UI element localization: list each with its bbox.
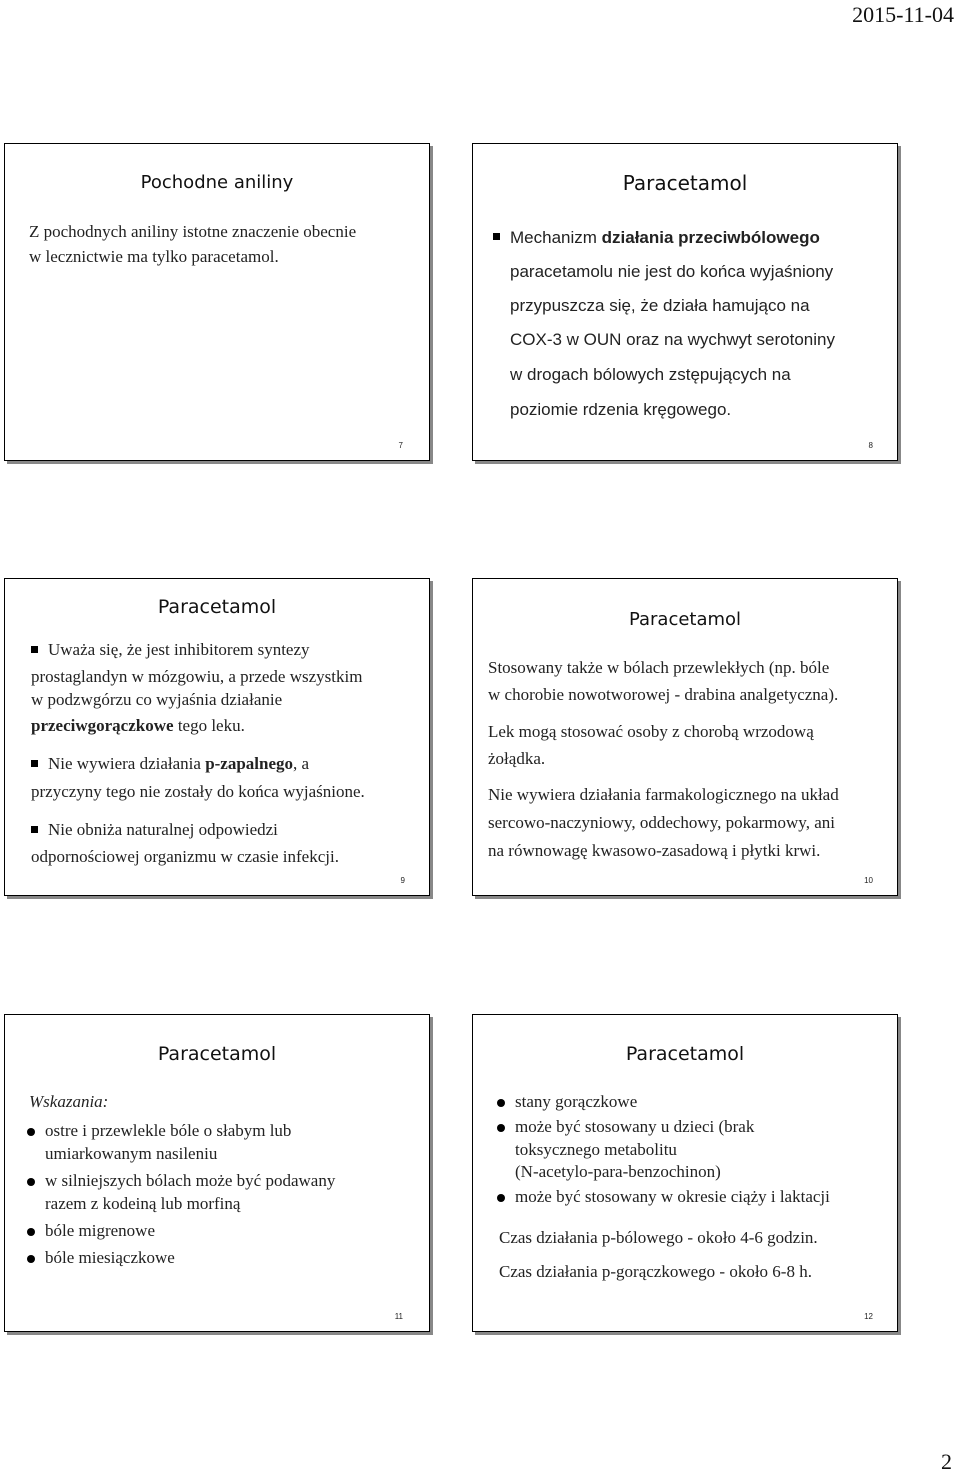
bold-text: p-zapalnego bbox=[205, 754, 294, 773]
square-bullet-icon bbox=[31, 646, 38, 653]
square-bullet-icon bbox=[31, 826, 38, 833]
slide-number: 7 bbox=[398, 441, 403, 450]
slide-text-line: stany gorączkowe bbox=[515, 1092, 638, 1111]
slide-text-line: przypuszcza się, że działa hamująco na bbox=[510, 296, 810, 315]
square-bullet-icon bbox=[493, 233, 500, 240]
slide-bullet-line bbox=[31, 754, 309, 774]
round-bullet-icon bbox=[27, 1128, 35, 1136]
slide-text-line: odpornościowej organizmu w czasie infekcji. bbox=[31, 847, 339, 866]
slide-text-line: razem z kodeiną lub morfiną bbox=[45, 1194, 241, 1213]
slide-text-line: prostaglandyn w mózgowiu, a przede wszystkim bbox=[31, 667, 363, 686]
slide-number: 8 bbox=[868, 441, 873, 450]
slide-8 bbox=[472, 143, 898, 461]
slide-text-line: poziomie rdzenia kręgowego. bbox=[510, 400, 732, 419]
text-segment: Mechanizm bbox=[510, 228, 602, 247]
square-bullet-icon bbox=[31, 760, 38, 767]
text-segment: Uważa się, że jest inhibitorem syntezy bbox=[48, 640, 310, 659]
slide-number: 12 bbox=[864, 1312, 873, 1321]
text-segment: tego leku. bbox=[173, 716, 245, 735]
slide-bullet-line bbox=[31, 640, 310, 660]
slide-text-line: może być stosowany w okresie ciąży i laktacji bbox=[515, 1187, 830, 1206]
slide-text-line bbox=[31, 716, 245, 736]
slide-text-line: przyczyny tego nie zostały do końca wyjaśnione. bbox=[31, 782, 365, 801]
slide-text-line: Lek mogą stosować osoby z chorobą wrzodową bbox=[488, 722, 814, 741]
slide-text-line: może być stosowany u dzieci (brak bbox=[515, 1117, 755, 1136]
slide-text-line: w lecznictwie ma tylko paracetamol. bbox=[29, 247, 279, 266]
slide-text-line: sercowo-naczyniowy, oddechowy, pokarmowy, ani bbox=[488, 813, 835, 832]
slide-title: Paracetamol bbox=[622, 171, 748, 195]
slide-text-line: (N-acetylo-para-benzochinon) bbox=[515, 1162, 721, 1181]
round-bullet-icon bbox=[497, 1194, 505, 1202]
section-heading: Wskazania: bbox=[29, 1092, 109, 1111]
round-bullet-icon bbox=[497, 1124, 505, 1132]
slide-text-line: bóle migrenowe bbox=[45, 1221, 155, 1240]
slide-title: Paracetamol bbox=[157, 596, 277, 618]
slide-title: Paracetamol bbox=[628, 609, 742, 630]
text-segment: , a bbox=[293, 754, 310, 773]
slide-12 bbox=[472, 1014, 898, 1332]
slide-bullet-line bbox=[31, 820, 278, 840]
slide-title: Paracetamol bbox=[625, 1043, 745, 1065]
round-bullet-icon bbox=[497, 1099, 505, 1107]
slide-text-line: toksycznego metabolitu bbox=[515, 1140, 677, 1159]
round-bullet-icon bbox=[27, 1178, 35, 1186]
slide-11 bbox=[4, 1014, 430, 1332]
slide-text-line: Czas działania p-gorączkowego - około 6-8 h. bbox=[499, 1262, 812, 1281]
slide-text-line: Stosowany także w bólach przewlekłych (np. bóle bbox=[488, 658, 830, 677]
slide-number: 9 bbox=[400, 876, 405, 885]
slide-text-line: w chorobie nowotworowej - drabina analgetyczna). bbox=[488, 685, 839, 704]
slide-bullet-line bbox=[493, 228, 820, 248]
slide-text-line: bóle miesiączkowe bbox=[45, 1248, 175, 1267]
slide-text-line: paracetamolu nie jest do końca wyjaśniony bbox=[510, 262, 834, 281]
text-segment: Nie obniża naturalnej odpowiedzi bbox=[48, 820, 278, 839]
slide-text-line: w silniejszych bólach może być podawany bbox=[45, 1171, 336, 1190]
slide-text-line: Nie wywiera działania farmakologicznego na układ bbox=[488, 785, 839, 804]
slide-text-line: Z pochodnych aniliny istotne znaczenie obecnie bbox=[29, 222, 357, 241]
text-segment: Nie wywiera działania bbox=[48, 754, 206, 773]
slide-text-line: COX-3 w OUN oraz na wychwyt serotoniny bbox=[510, 330, 835, 349]
slide-text-line: w podzwgórzu co wyjaśnia działanie bbox=[31, 690, 283, 709]
slide-text-line: ostre i przewlekle bóle o słabym lub bbox=[45, 1121, 292, 1140]
round-bullet-icon bbox=[27, 1255, 35, 1263]
round-bullet-icon bbox=[27, 1228, 35, 1236]
bold-text: działania przeciwbólowego bbox=[601, 228, 820, 247]
page-number: 2 bbox=[941, 1449, 952, 1474]
slide-text-line: żołądka. bbox=[488, 749, 546, 768]
slide-number: 10 bbox=[864, 876, 873, 885]
document-date: 2015-11-04 bbox=[852, 2, 954, 27]
slide-title: Paracetamol bbox=[157, 1043, 277, 1065]
slide-9 bbox=[4, 578, 430, 896]
slide-text-line: na równowagę kwasowo-zasadową i płytki krwi. bbox=[488, 841, 821, 860]
slide-text-line: umiarkowanym nasileniu bbox=[45, 1144, 218, 1163]
slide-title: Pochodne aniliny bbox=[140, 172, 294, 193]
bold-text: przeciwgorączkowe bbox=[31, 716, 174, 735]
slide-text-line: w drogach bólowych zstępujących na bbox=[510, 365, 791, 384]
slide-number: 11 bbox=[394, 1312, 403, 1321]
slide-text-line: Czas działania p-bólowego - około 4-6 godzin. bbox=[499, 1228, 818, 1247]
slide-7 bbox=[4, 143, 430, 461]
slide-10 bbox=[472, 578, 898, 896]
